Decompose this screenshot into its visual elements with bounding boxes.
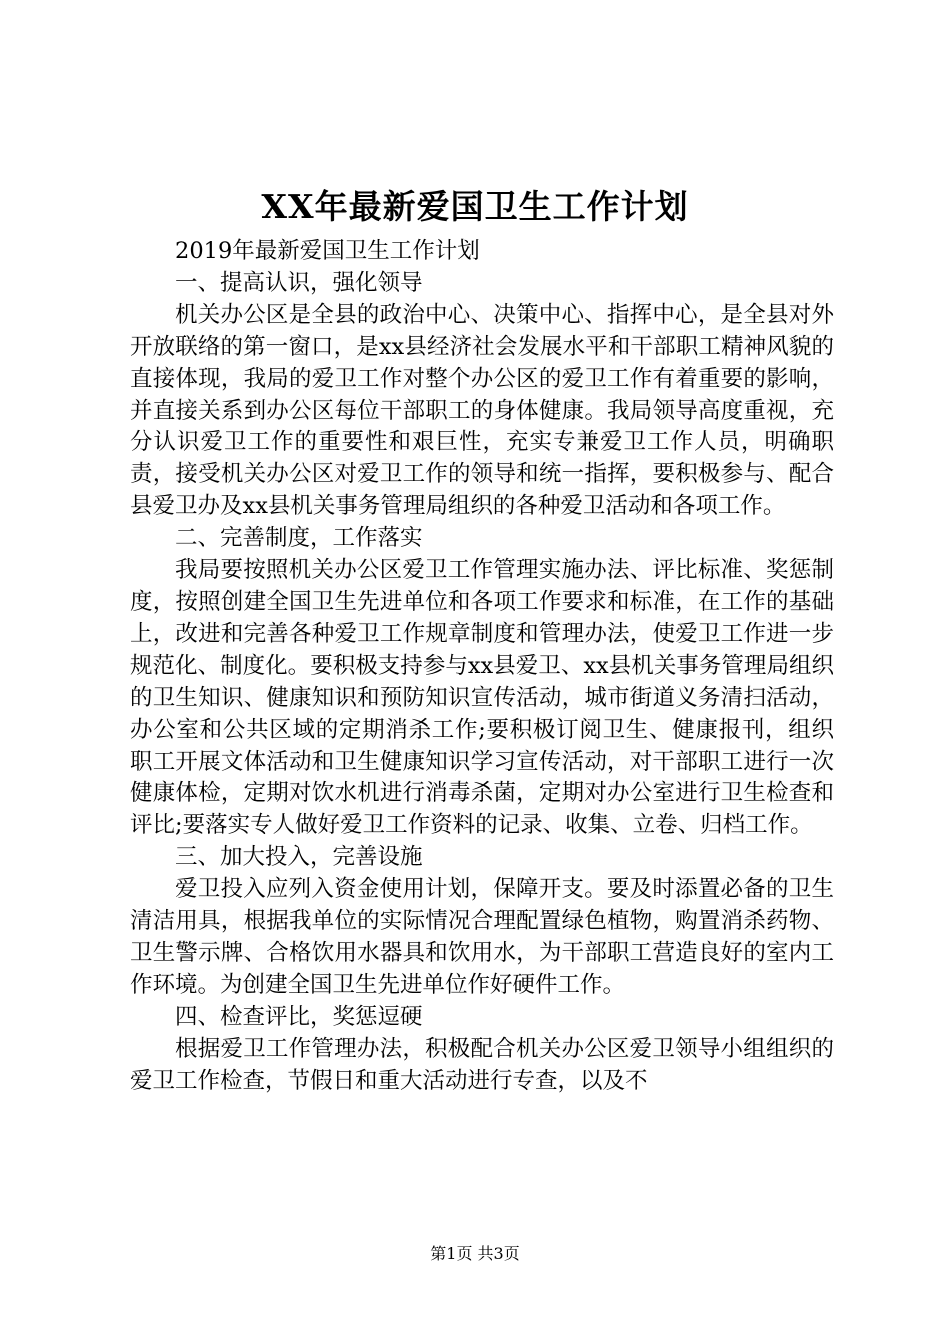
section-heading-4: 四、检查评比，奖惩逗硬 — [175, 1003, 423, 1030]
section-paragraph-1: 机关办公区是全县的政治中心、决策中心、指挥中心，是全县对外开放联络的第一窗口，是xx县经济社会发展水平和干部职工精神风貌的直接体现，我局的爱卫工作对整个办公区的爱卫工作有着重要的影响，并直接关系到办公区每位干部职工的身体健康。我局领导高度重视，充分认识爱卫工作的重要性和艰巨性，充实专兼爱卫工作人员，明确职责，接受机关办公区对爱卫工作的领导和统一指挥，要积极参与、配合县爱卫办及xx县机关事务管理局组织的各种爱卫活动和各项工作。 — [130, 301, 834, 520]
section-paragraph-4: 根据爱卫工作管理办法，积极配合机关办公区爱卫领导小组组织的爱卫工作检查，节假日和重大活动进行专查，以及不 — [130, 1035, 834, 1094]
section-paragraph-3: 爱卫投入应列入资金使用计划，保障开支。要及时添置必备的卫生清洁用具，根据我单位的实际情况合理配置绿色植物，购置消杀药物、卫生警示牌、合格饮用水器具和饮用水，为干部职工营造良好的室内工作环境。为创建全国卫生先进单位作好硬件工作。 — [130, 876, 834, 998]
document-subtitle: 2019年最新爱国卫生工作计划 — [175, 238, 480, 264]
section-paragraph-2: 我局要按照机关办公区爱卫工作管理实施办法、评比标准、奖惩制度，按照创建全国卫生先进单位和各项工作要求和标准，在工作的基础上，改进和完善各种爱卫工作规章制度和管理办法，使爱卫工作进一步规范化、制度化。要积极支持参与xx县爱卫、xx县机关事务管理局组织的卫生知识、健康知识和预防知识宣传活动，城市街道义务清扫活动，办公室和公共区域的定期消杀工作;要积极订阅卫生、健康报刊，组织职工开展文体活动和卫生健康知识学习宣传活动，对干部职工进行一次健康体检，定期对饮水机进行消毒杀菌，定期对办公室进行卫生检查和评比;要落实专人做好爱卫工作资料的记录、收集、立卷、归档工作。 — [130, 557, 834, 839]
page-footer: 第1页 共3页 — [430, 1244, 520, 1263]
document-title: XX年最新爱国卫生工作计划 — [261, 187, 689, 226]
section-heading-2: 二、完善制度，工作落实 — [175, 525, 423, 552]
section-heading-1: 一、提高认识，强化领导 — [175, 269, 423, 296]
document-body — [130, 236, 834, 1097]
section-heading-3: 三、加大投入，完善设施 — [175, 844, 423, 871]
